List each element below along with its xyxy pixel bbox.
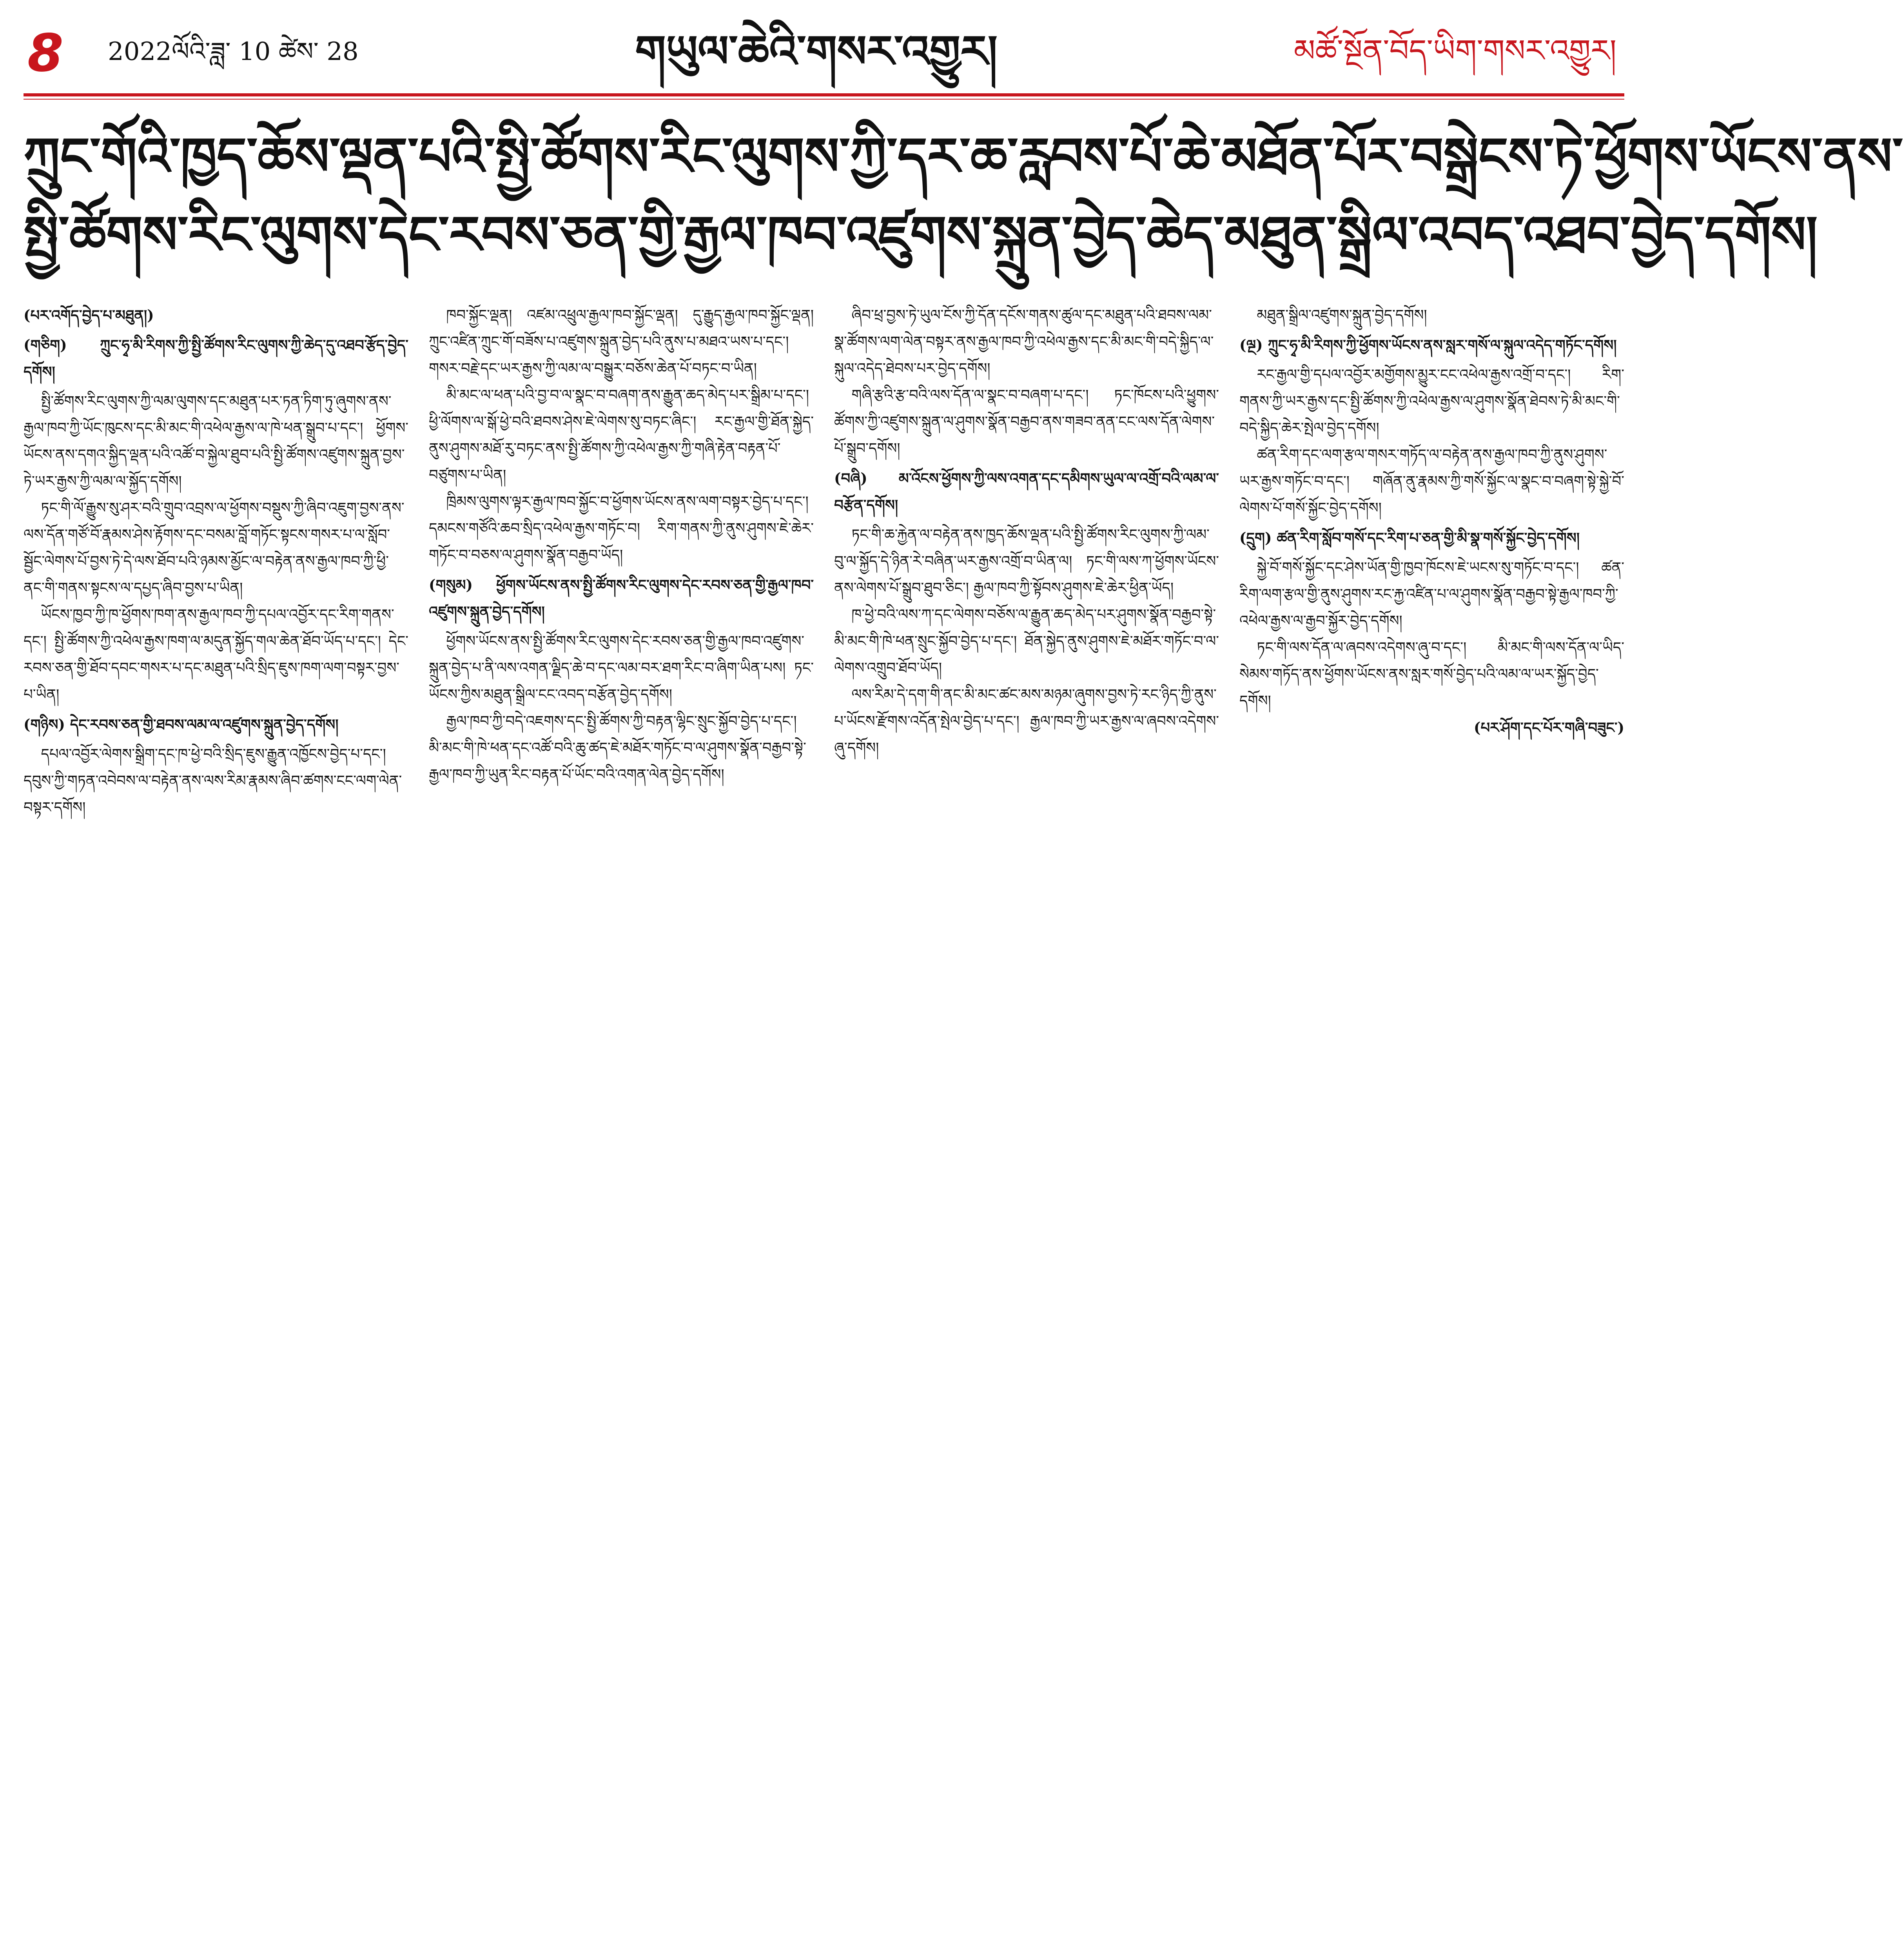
headline-line-2: སྤྱི་ཚོགས་རིང་ལུགས་དེང་རབས་ཅན་གྱི་རྒྱལ་ཁབ་འཛུགས་སྐྲུན་བྱེད་ཆེད་མཐུན་སྒྲིལ་འབད་འཐབ་བྱེད་དགོས། [24,205,1818,265]
article-column-1 [24,302,408,1960]
article-column-4 [1239,302,1624,1960]
paragraph: མཐུན་སྒྲིལ་འཛུགས་སྐྲུན་བྱེད་དགོས། [1257,307,1427,323]
article-column-2 [429,302,814,1960]
section-heading: (བཞི) མ་འོངས་ཕྱོགས་ཀྱི་ལས་འགན་དང་དམིགས་ཡུལ་ལ་འགྲོ་བའི་ལམ་ལ་བརྩོན་དགོས། [834,470,1219,514]
section-heading: (གཅིག) ཀྲུང་ཧྭ་མི་རིགས་ཀྱི་སྤྱི་ཚོགས་རིང་ལུགས་ཀྱི་ཆེད་དུ་འཐབ་རྩོད་བྱེད་དགོས། [24,336,408,380]
byline: (པར་འགོད་བྱེད་པ་མཐུན།) [24,307,154,324]
paragraph: རང་རྒྱལ་གྱི་དཔལ་འབྱོར་མགྱོགས་མྱུར་ངང་འཕེལ་རྒྱས་འགྲོ་བ་དང༌། རིག་གནས་ཀྱི་ཡར་རྒྱས་དང་སྤྱི་ཚོགས་ཀྱི་འཕེལ་རྒྱས་ལ་ཤུགས་སྣོན་ཐེབས་ཏེ་མི་མང་གི་བདེ་སྐྱིད་ཆེར་སྤེལ་བྱེད་དགོས། [1239,366,1624,436]
page-number: 8 [27,23,63,83]
paragraph: ཚན་རིག་དང་ལག་རྩལ་གསར་གཏོད་ལ་བརྟེན་ནས་རྒྱལ་ཁབ་ཀྱི་ནུས་ཤུགས་ཡར་རྒྱས་གཏོང་བ་དང༌། གཞོན་ནུ་རྣམས་ཀྱི་གསོ་སྐྱོང་ལ་སྣང་བ་བཞག་སྟེ་སྐྱེ་བོ་ལེགས་པོ་གསོ་སྐྱོང་བྱེད་དགོས། [1239,446,1624,516]
paragraph: ཞིབ་ཕྲ་བྱས་ཏེ་ཡུལ་ངོས་ཀྱི་དོན་དངོས་གནས་ཚུལ་དང་མཐུན་པའི་ཐབས་ལམ་སྣ་ཚོགས་ལག་ལེན་བསྟར་ནས་རྒྱལ་ཁབ་ཀྱི་འཕེལ་རྒྱས་དང་མི་མང་གི་བདེ་སྐྱིད་ལ་སྐུལ་འདེད་ཐེབས་པར་བྱེད་དགོས། [834,307,1214,377]
section-title: གཡུལ་ཆེའི་གསར་འགྱུར། [635,26,998,77]
paragraph: ཕྱོགས་ཡོངས་ནས་སྤྱི་ཚོགས་རིང་ལུགས་དེང་རབས་ཅན་གྱི་རྒྱལ་ཁབ་འཛུགས་སྐྲུན་བྱེད་པ་ནི་ལས་འགན་ལྗིད་ཆེ་བ་དང་ལམ་བར་ཐག་རིང་བ་ཞིག་ཡིན་པས། ཏང་ཡོངས་ཀྱིས་མཐུན་སྒྲིལ་ངང་འབད་བརྩོན་བྱེད་དགོས། [429,633,814,703]
issue-date: 2022ལོའི་ཟླ་ 10 ཚེས་ 28 [108,37,359,66]
header-rule-thin [24,99,1624,100]
paragraph: ཡོངས་ཁྱབ་ཀྱི་ཁ་ཕྱོགས་ཁག་ནས་རྒྱལ་ཁབ་ཀྱི་དཔལ་འབྱོར་དང་རིག་གནས་དང༌། སྤྱི་ཚོགས་ཀྱི་འཕེལ་རྒྱས་ཁག་ལ་མདུན་སྐྱོད་གལ་ཆེན་ཐོབ་ཡོད་པ་དང༌། དེང་རབས་ཅན་གྱི་ཐོབ་དབང་གསར་པ་དང་མཐུན་པའི་སྲིད་ཇུས་ཁག་ལག་བསྟར་བྱས་པ་ཡིན། [24,606,408,703]
paragraph: ཏང་གི་ཆ་རྐྱེན་ལ་བརྟེན་ནས་ཁྱད་ཆོས་ལྡན་པའི་སྤྱི་ཚོགས་རིང་ལུགས་ཀྱི་ལམ་བུ་ལ་སྐྱོད་དེ་ཉིན་རེ་བཞིན་ཡར་རྒྱས་འགྲོ་བ་ཡིན་ལ། ཏང་གི་ལས་ཀ་ཕྱོགས་ཡོངས་ནས་ལེགས་པོ་སྒྲུབ་ཐུབ་ཅིང༌། རྒྱལ་ཁབ་ཀྱི་སྟོབས་ཤུགས་ཇེ་ཆེར་ཕྱིན་ཡོད། [834,526,1219,596]
section-heading: (གཉིས) དེང་རབས་ཅན་གྱི་ཐབས་ལམ་ལ་འཛུགས་སྐྲུན་བྱེད་དགོས། [24,716,339,733]
paragraph: ཁྲིམས་ལུགས་ལྟར་རྒྱལ་ཁབ་སྐྱོང་བ་ཕྱོགས་ཡོངས་ནས་ལག་བསྟར་བྱེད་པ་དང༌། དམངས་གཙོའི་ཆབ་སྲིད་འཕེལ་རྒྱས་གཏོང་བ། རིག་གནས་ཀྱི་ནུས་ཤུགས་ཇེ་ཆེར་གཏོང་བ་བཅས་ལ་ཤུགས་སྣོན་བརྒྱབ་ཡོད། [429,493,814,563]
newspaper-name: མཚོ་སྔོན་བོད་ཡིག་གསར་འགྱུར། [1293,33,1616,69]
article-column-3 [834,302,1219,1960]
article-source-note: (པར་ཤོག་དང་པོར་གཞི་བཟུང་) [1474,719,1624,736]
paragraph: ཏང་གི་ལས་དོན་ལ་ཞབས་འདེགས་ཞུ་བ་དང༌། མི་མང་གི་ལས་དོན་ལ་ཡིད་སེམས་གཏོད་ནས་ཕྱོགས་ཡོངས་ནས་སླར་གསོ་བྱེད་པའི་ལམ་ལ་ཡར་སྐྱོད་བྱེད་དགོས། [1239,639,1624,709]
section-heading: (དྲུག) ཚན་རིག་སློབ་གསོ་དང་རིག་པ་ཅན་གྱི་མི་སྣ་གསོ་སྐྱོང་བྱེད་དགོས། [1239,529,1580,546]
paragraph: གཞི་རྩའི་རྩ་བའི་ལས་དོན་ལ་སྣང་བ་བཞག་པ་དང༌། ཏང་ཁོངས་པའི་ཕྱུགས་ཚོགས་ཀྱི་འཛུགས་སྐྲུན་ལ་ཤུགས་སྣོན་བརྒྱབ་ནས་གཟབ་ནན་ངང་ལས་དོན་ལེགས་པོ་སྒྲུབ་དགོས། [834,387,1219,457]
masthead [0,0,1648,96]
paragraph: ཁ་ཕྱེ་བའི་ལས་ཀ་དང་ལེགས་བཅོས་ལ་རྒྱུན་ཆད་མེད་པར་ཤུགས་སྣོན་བརྒྱབ་སྟེ་མི་མང་གི་ཁེ་ཕན་སྲུང་སྐྱོབ་བྱེད་པ་དང༌། ཐོན་སྐྱེད་ནུས་ཤུགས་ཇེ་མཐོར་གཏོང་བ་ལ་ལེགས་འགྲུབ་ཐོབ་ཡོད། [834,606,1219,676]
section-heading: (གསུམ) ཕྱོགས་ཡོངས་ནས་སྤྱི་ཚོགས་རིང་ལུགས་དེང་རབས་ཅན་གྱི་རྒྱལ་ཁབ་འཛུགས་སྐྲུན་བྱེད་དགོས། [429,576,814,620]
paragraph: ཏང་གི་ལོ་རྒྱུས་སུ་ཤར་བའི་གྲུབ་འབྲས་ལ་ཕྱོགས་བསྡུས་ཀྱི་ཞིབ་འཇུག་བྱས་ནས་ལས་དོན་གཙོ་བོ་རྣམས་ཤེས་རྟོགས་དང་བསམ་བློ་གཏོང་སྟངས་གསར་པ་ལ་སློབ་སྦྱོང་ལེགས་པོ་བྱས་ཏེ་དེ་ལས་ཐོབ་པའི་ཉམས་མྱོང་ལ་བརྟེན་ནས་རྒྱལ་ཁབ་ཀྱི་ཕྱི་ནང་གི་གནས་སྟངས་ལ་དཔྱད་ཞིབ་བྱས་པ་ཡིན། [24,499,405,596]
paragraph: ཁབ་སྐྱོང་ལྡན། འཛམ་འཕྲུལ་རྒྱལ་ཁབ་སྐྱོང་ལྡན། དུ་རྒྱུད་རྒྱལ་ཁབ་སྐྱོང་ལྡན། ཀྲུང་འཛིན་ཀྲུང་གོ་བཟོས་པ་འཛུགས་སྐྲུན་བྱེད་པའི་ནུས་པ་མཐའ་ཡས་པ་དང༌། གསར་བརྗེ་དང་ཡར་རྒྱས་ཀྱི་ལམ་ལ་བསྒྱུར་བཅོས་ཆེན་པོ་བཏང་བ་ཡིན། [429,307,814,377]
headline-line-1: ཀྲུང་གོའི་ཁྱད་ཆོས་ལྡན་པའི་སྤྱི་ཚོགས་རིང་ལུགས་ཀྱི་དར་ཆ་རླབས་པོ་ཆེ་མཐོན་པོར་བསྒྲེངས་ཏེ་ཕྱོགས་ཡོངས་ནས་ [24,126,1903,187]
paragraph: རྒྱལ་ཁབ་ཀྱི་བདེ་འཇགས་དང་སྤྱི་ཚོགས་ཀྱི་བརྟན་ལྷིང་སྲུང་སྐྱོབ་བྱེད་པ་དང༌། མི་མང་གི་ཁེ་ཕན་དང་འཚོ་བའི་ཆུ་ཚད་ཇེ་མཐོར་གཏོང་བ་ལ་ཤུགས་སྣོན་བརྒྱབ་སྟེ་རྒྱལ་ཁབ་ཀྱི་ཡུན་རིང་བརྟན་པོ་ཡོང་བའི་འགན་ལེན་བྱེད་དགོས། [429,713,806,783]
headline [24,118,1903,286]
paragraph: སྐྱེ་བོ་གསོ་སྐྱོང་དང་ཤེས་ཡོན་གྱི་ཁྱབ་ཁོངས་ཇེ་ཡངས་སུ་གཏོང་བ་དང༌། ཚན་རིག་ལག་རྩལ་གྱི་ནུས་ཤུགས་རང་རྐྱ་འཛིན་པ་ལ་ཤུགས་སྣོན་བརྒྱབ་སྟེ་རྒྱལ་ཁབ་ཀྱི་འཕེལ་རྒྱས་ལ་རྒྱབ་སྐྱོར་བྱེད་དགོས། [1239,559,1624,629]
header-rule [24,93,1624,96]
paragraph: སྤྱི་ཚོགས་རིང་ལུགས་ཀྱི་ལམ་ལུགས་དང་མཐུན་པར་ཏན་ཏིག་ཏུ་ཞུགས་ནས་རྒྱལ་ཁབ་ཀྱི་ཡོང་ཁུངས་དང་མི་མང་གི་འཕེལ་རྒྱས་ལ་ཁེ་ཕན་སྒྲུབ་པ་དང༌། ཕྱོགས་ཡོངས་ནས་དགའ་སྐྱིད་ལྡན་པའི་འཚོ་བ་སྐྱེལ་ཐུབ་པའི་སྤྱི་ཚོགས་འཛུགས་སྐྲུན་བྱས་ཏེ་ཡར་རྒྱས་ཀྱི་ལམ་ལ་སྐྱོད་དགོས། [24,393,408,490]
paragraph: མི་མང་ལ་ཕན་པའི་བྱ་བ་ལ་སྣང་བ་བཞག་ནས་རྒྱུན་ཆད་མེད་པར་སྒྲིམ་པ་དང༌། ཕྱི་ལོགས་ལ་སྒོ་ཕྱེ་བའི་ཐབས་ཤེས་ཇེ་ལེགས་སུ་བཏང་ཞིང༌། རང་རྒྱལ་གྱི་ཐོན་སྐྱེད་ནུས་ཤུགས་མཐོ་རུ་བཏང་ནས་སྤྱི་ཚོགས་ཀྱི་འཕེལ་རྒྱས་ཀྱི་གཞི་རྟེན་བརྟན་པོ་བཙུགས་པ་ཡིན། [429,387,814,483]
paragraph: ལས་རིམ་དེ་དག་གི་ནང་མི་མང་ཚང་མས་མཉམ་ཞུགས་བྱས་ཏེ་རང་ཉིད་ཀྱི་ནུས་པ་ཡོངས་རྫོགས་འདོན་སྤེལ་བྱེད་པ་དང༌། རྒྱལ་ཁབ་ཀྱི་ཡར་རྒྱས་ལ་ཞབས་འདེགས་ཞུ་དགོས། [834,686,1219,756]
paragraph: དཔལ་འབྱོར་ལེགས་སྒྲིག་དང་ཁ་ཕྱེ་བའི་སྲིད་ཇུས་རྒྱུན་འཁྱོངས་བྱེད་པ་དང༌། དབུས་ཀྱི་གཏན་འབེབས་ལ་བརྟེན་ནས་ལས་རིམ་རྣམས་ཞིབ་ཚགས་ངང་ལག་ལེན་བསྟར་དགོས། [24,746,402,816]
section-heading: (ལྔ) ཀྲུང་ཧྭ་མི་རིགས་ཀྱི་ཕྱོགས་ཡོངས་ནས་སླར་གསོ་ལ་སྐུལ་འདེད་གཏོང་དགོས། [1239,336,1617,354]
article-body [24,302,1624,1960]
